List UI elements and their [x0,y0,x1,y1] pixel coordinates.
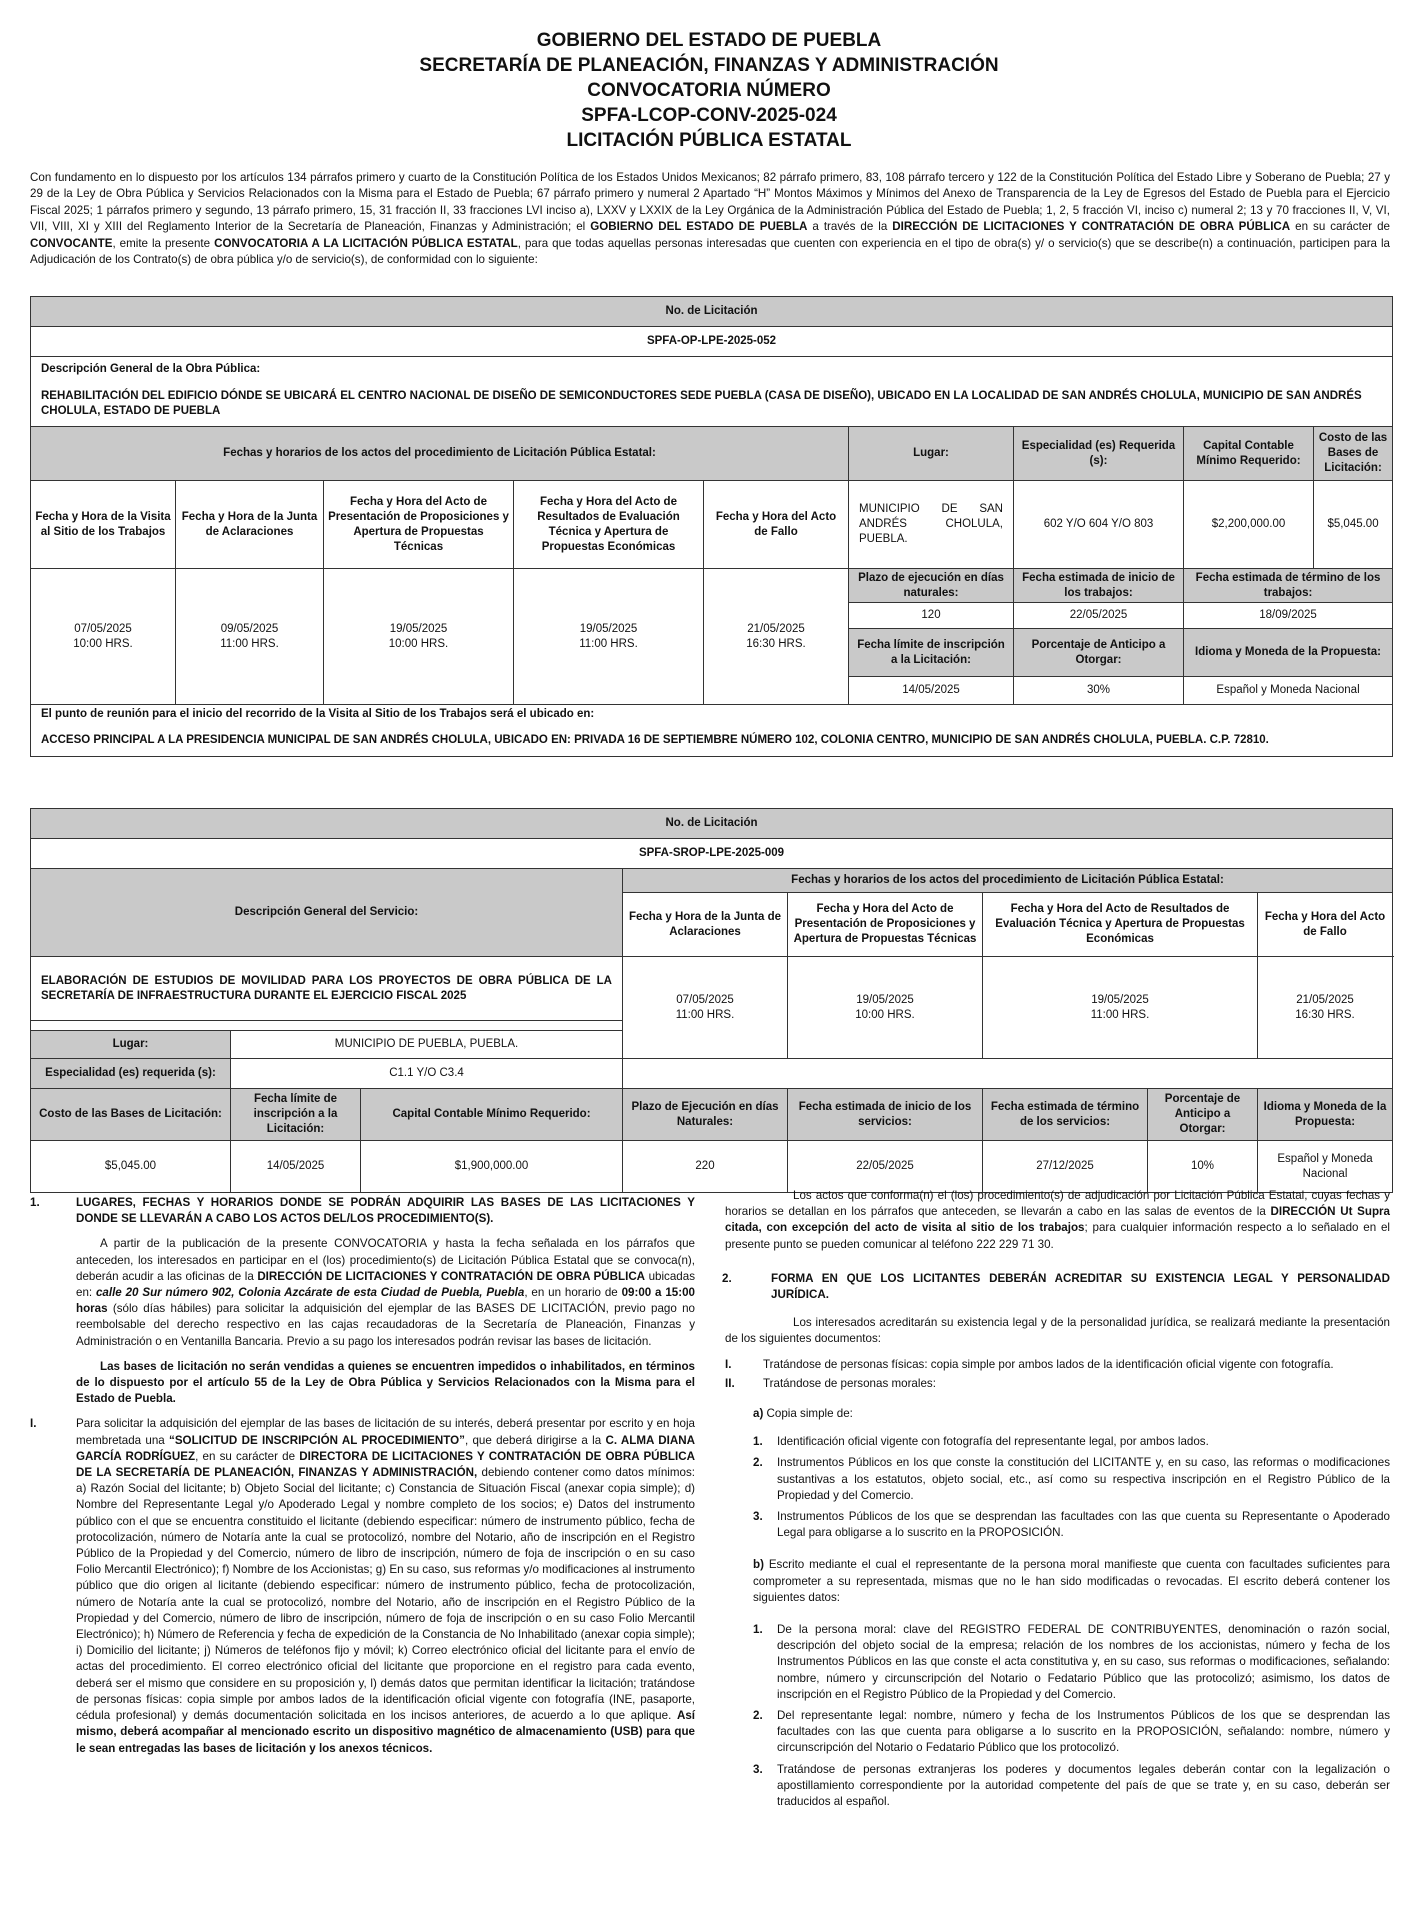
item-i [725,1357,1390,1373]
subitem-label: a) [753,1407,764,1421]
text: Instrumentos Públicos de los que se desprendan las facultades con las que cuenta su Representante o Apoderado Legal para obligarse a lo suscrito en la PROPOSICIÓN. [777,1510,1390,1540]
tender-number-value: SPFA-SROP-LPE-2025-009 [31,839,1393,869]
advance-value: 10% [1148,1141,1258,1193]
text: ubicadas en: [76,1269,695,1300]
bold-text: C. ALMA DIANA GARCÍA RODRÍGUEZ [76,1433,695,1463]
text: Tratándose de personas morales: [763,1376,936,1390]
intro-text: , emite la presente [112,236,215,250]
item-number: 2. [753,1456,763,1470]
text: Instrumentos Públicos en los que conste la constitución del LICITANTE y, en su caso, las reformas o modificaciones sustantivas a los estatutos, objeto social, etc., así como su respectiva inscripción en el Registro Público de la Propiedad y del Comercio. [777,1456,1390,1502]
language-label: Idioma y Moneda de la Propuesta: [1258,1089,1393,1141]
item-i [30,1416,695,1756]
capital-label: Capital Contable Mínimo Requerido: [1184,427,1314,481]
text: Tratándose de personas físicas: copia simple por ambos lados de la identificación oficial vigente con fotografía. [763,1357,1334,1371]
clarification-col: Fecha y Hora de la Junta de Aclaraciones [176,481,324,569]
capital-value: $2,200,000.00 [1184,481,1314,569]
intro-text: , para que todas aquellas personas interesadas que cuenten con experiencia en el tipo de obra(s) y/ o servicio(s) que se describe(n) a continuación, participen para la Adjudicación de los Contrato(s) de obra pública y/o de servicio(s), de conformidad con lo siguiente: [30,236,1390,267]
item-number: II. [725,1376,735,1390]
description-value: REHABILITACIÓN DEL EDIFICIO DÓNDE SE UBICARÁ EL CENTRO NACIONAL DE DISEÑO DE SEMICONDUCTORES SEDE PUEBLA (CASA DE DISEÑO), UBICADO EN LA LOCALIDAD DE SAN ANDRÉS CHOLULA, MUNICIPIO DE SAN ANDRÉS CHOLULA, ESTADO DE PUEBLA [31,383,1393,427]
advance-label: Porcentaje de Anticipo a Otorgar: [1014,629,1184,677]
text: Del representante legal: nombre, número y fecha de los Instrumentos Públicos de los que se desprendan las facultades con las que cuenta para obligarse a lo suscrito en la PROPOSICIÓN, señalando: nombre, número y circunscripción del Notario o Fedatario Público que los protocolizó. [777,1709,1390,1755]
tender-table-obra [30,296,1393,757]
clarification-col: Fecha y Hora de la Junta de Aclaraciones [623,893,788,957]
results-value: 19/05/2025 11:00 HRS. [514,569,704,705]
tender-number-value: SPFA-OP-LPE-2025-052 [31,327,1393,357]
item-ii [725,1376,1390,1392]
text: Los actos que conforma(n) el (los) procedimiento(s) de adjudicación por Licitación Pública Estatal, cuyas fechas y horarios se detallan en los párrafos que anteceden, se llevarán a cabo en las salas de eventos de la [725,1189,1390,1219]
deadline-label: Fecha límite de inscripción a la Licitación: [231,1089,361,1141]
presentation-value: 19/05/2025 10:00 HRS. [324,569,514,705]
deadline-value: 14/05/2025 [849,677,1014,705]
text: Tratándose de personas extranjeras los poderes y documentos legales deberán contar con la legalización o apostillamiento correspondiente por la autoridad competente del país de que se trate y, en su caso, deberán ser traducidos al español. [777,1762,1390,1809]
item-number: 2. [753,1709,763,1723]
header-line-type: LICITACIÓN PÚBLICA ESTATAL [566,130,852,151]
meeting-point-value: ACCESO PRINCIPAL A LA PRESIDENCIA MUNICIPAL DE SAN ANDRÉS CHOLULA, UBICADO EN: PRIVADA 16 DE SEPTIEMBRE NÚMERO 102, COLONIA CENTRO, MUNICIPIO DE SAN ANDRÉS CHOLULA, PUEBLA. C.P. 72810. [31,725,1393,757]
clarification-value: 09/05/2025 11:00 HRS. [176,569,324,705]
text: (sólo días hábiles) para solicitar la adquisición del ejemplar de las BASES DE LICITACIÓN, previo pago no reembolsable del derecho respectivo en las cajas recaudadoras de la Secretaría de Planeación, Finanzas y Administración o en Ventanilla Bancaria. Previo a su pago los interesados podrán revisar las bases de licitación. [76,1302,695,1348]
term-value: 120 [849,603,1014,629]
dates-header: Fechas y horarios de los actos del procedimiento de Licitación Pública Estatal: [623,869,1393,893]
ruling-col: Fecha y Hora del Acto de Fallo [1258,893,1393,957]
document-header [0,28,1418,153]
section-2-title [722,1271,1390,1303]
advance-label: Porcentaje de Anticipo a Otorgar: [1148,1089,1258,1141]
results-value: 19/05/2025 11:00 HRS. [983,957,1258,1059]
intro-bold: DIRECCIÓN DE LICITACIONES Y CONTRATACIÓN DE OBRA PÚBLICA [892,220,1291,234]
item-number: 3. [753,1762,763,1776]
address-text: calle 20 Sur número 902, Colonia Azcárate de esta Ciudad de Puebla, Puebla [95,1286,525,1300]
subitem-a-3 [725,1509,1390,1541]
header-line-secretariat: SECRETARÍA DE PLANEACIÓN, FINANZAS Y ADMINISTRACIÓN [419,55,999,76]
results-col: Fecha y Hora del Acto de Resultados de Evaluación Técnica y Apertura de Propuestas Económicas [983,893,1258,957]
header-line-convocatoria: CONVOCATORIA NÚMERO [587,80,831,101]
bold-text: “SOLICITUD DE INSCRIPCIÓN AL PROCEDIMIENTO” [169,1433,465,1447]
section-title-text: LUGARES, FECHAS Y HORARIOS DONDE SE PODRÁN ADQUIRIR LAS BASES DE LAS LICITACIONES Y DONDE SE LLEVARÁN A CABO LOS ACTOS DEL/LOS PROCEDIMIENTO(S). [76,1196,695,1226]
text: ; para cualquier información respecto a lo señalado en el presente punto se pueden comunicar al teléfono 222 229 71 30. [725,1221,1390,1251]
presentation-col: Fecha y Hora del Acto de Presentación de Proposiciones y Apertura de Propuestas Técnicas [788,893,983,957]
specialty-label: Especialidad (es) Requerida (s): [1014,427,1184,481]
site-visit-col: Fecha y Hora de la Visita al Sitio de los Trabajos [31,481,176,569]
cost-value: $5,045.00 [1314,481,1393,569]
presentation-value: 19/05/2025 10:00 HRS. [788,957,983,1059]
place-label: Lugar: [31,1031,231,1059]
intro-bold: GOBIERNO DEL ESTADO DE PUEBLA [590,220,808,234]
cost-label: Costo de las Bases de Licitación: [1314,427,1393,481]
text: , en un horario de [524,1286,622,1300]
item-number: I. [725,1357,732,1371]
intro-text: a través de la [807,220,893,234]
text: A partir de la publicación de la presente CONVOCATORIA y hasta la fecha señalada en los párrafos que anteceden, los interesados en participar en el (los) procedimiento(s) de Licitación Pública Estatal que se convoca(n), deberán acudir a las oficinas de la [76,1237,695,1283]
deadline-label: Fecha límite de inscripción a la Licitación: [849,629,1014,677]
subitem-b-3 [725,1762,1390,1811]
specialty-value: C1.1 Y/O C3.4 [231,1059,623,1089]
meeting-point-label: El punto de reunión para el inicio del recorrido de la Visita al Sitio de los Trabajos será el ubicado en: [31,705,1393,725]
bold-text: DIRECCIÓN Ut Supra citada, con excepción del acto de visita al sitio de los trabajos [725,1205,1390,1235]
section-2-paragraph: Los interesados acreditarán su existencia legal y de la personalidad jurídica, se realizará mediante la presentación de los siguientes documentos: [725,1316,1390,1346]
text: , que deberá dirigirse a la [464,1433,606,1447]
end-date-label: Fecha estimada de término de los trabajos: [1184,569,1393,603]
header-line-number: SPFA-LCOP-CONV-2025-024 [581,105,837,126]
bold-text: 09:00 a 15:00 horas [76,1286,695,1316]
tender-number-label: No. de Licitación [31,809,1393,839]
subitem-a [725,1406,1390,1422]
text: De la persona moral: clave del REGISTRO FEDERAL DE CONTRIBUYENTES, denominación o razón social, descripción del objeto social de la empresa; relación de los nombres de los accionistas, número y fecha de los Instrumentos Públicos en las que conste el acta constitutiva y, en su caso, sus reformas o modificaciones, señalando: nombre, número y circunscripción del Notario o Fedatario Público que las protocolizó; asimismo, los datos de inscripción en el Registro Público de la Propiedad y del Comercio. [777,1623,1390,1701]
section-number: 1. [30,1196,40,1209]
left-column [30,1195,695,1766]
item-number: 1. [753,1435,763,1449]
section-title-text: FORMA EN QUE LOS LICITANTES DEBERÁN ACREDITAR SU EXISTENCIA LEGAL Y PERSONALIDAD JURÍDICA. [771,1271,1390,1302]
section-1-title [30,1195,695,1227]
text: Escrito mediante el cual el representante de la persona moral manifieste que cuenta con facultades suficientes para comprometer a su representada, mismas que no le han sido modificadas o revocadas. El escrito deberá contener los siguientes datos: [753,1558,1390,1604]
language-value: Español y Moneda Nacional [1184,677,1393,705]
description-label: Descripción General de la Obra Pública: [31,357,1393,383]
bold-text: DIRECCIÓN DE LICITACIONES Y CONTRATACIÓN DE OBRA PÚBLICA [257,1269,646,1283]
header-line-government: GOBIERNO DEL ESTADO DE PUEBLA [536,30,882,51]
item-number: 3. [753,1510,763,1524]
text: Copia simple de: [763,1407,853,1421]
place-label: Lugar: [849,427,1014,481]
right-column [722,1188,1390,1815]
text: Para solicitar la adquisición del ejemplar de las bases de licitación de su interés, deberá presentar por escrito y en hoja membretada una [76,1417,695,1447]
specialty-value: 602 Y/O 604 Y/O 803 [1014,481,1184,569]
site-visit-value: 07/05/2025 10:00 HRS. [31,569,176,705]
term-label: Plazo de Ejecución en días Naturales: [623,1089,788,1141]
language-label: Idioma y Moneda de la Propuesta: [1184,629,1393,677]
start-date-value: 22/05/2025 [788,1141,983,1193]
cost-label: Costo de las Bases de Licitación: [31,1089,231,1141]
ruling-col: Fecha y Hora del Acto de Fallo [704,481,849,569]
results-col: Fecha y Hora del Acto de Resultados de Evaluación Técnica y Apertura de Propuestas Económicas [514,481,704,569]
dates-header: Fechas y horarios de los actos del procedimiento de Licitación Pública Estatal: [31,427,849,481]
bold-text: Así mismo, deberá acompañar al mencionado escrito un dispositivo magnético de almacenamiento (USB) para que le sean entregadas las bases de licitación y los anexos técnicos. [76,1709,695,1755]
section-1-restriction: Las bases de licitación no serán vendidas a quienes se encuentren impedidos o inhabilitados, en términos de lo dispuesto por el artículo 55 de la Ley de Obra Pública y Servicios Relacionados con la Misma para el Estado de Puebla. [76,1359,695,1406]
intro-bold: CONVOCATORIA A LA LICITACIÓN PÚBLICA ESTATAL [214,236,518,250]
clarification-value: 07/05/2025 11:00 HRS. [623,957,788,1059]
place-value: MUNICIPIO DE PUEBLA, PUEBLA. [231,1031,623,1059]
start-date-label: Fecha estimada de inicio de los trabajos: [1014,569,1184,603]
capital-value: $1,900,000.00 [361,1141,623,1193]
place-value: MUNICIPIO DE SAN ANDRÉS CHOLULA, PUEBLA. [849,481,1014,569]
specialty-label: Especialidad (es) requerida (s): [31,1059,231,1089]
end-date-value: 18/09/2025 [1184,603,1393,629]
subitem-a-2 [725,1455,1390,1504]
end-date-label: Fecha estimada de término de los servicios: [983,1089,1148,1141]
intro-bold: CONVOCANTE [30,236,113,250]
ruling-value: 21/05/2025 16:30 HRS. [704,569,849,705]
cost-value: $5,045.00 [31,1141,231,1193]
spacer [31,1021,623,1031]
service-description-label: Descripción General del Servicio: [31,869,623,957]
subitem-b-1 [725,1622,1390,1703]
tender-table-servicio [30,808,1393,1193]
intro-text: Con fundamento en lo dispuesto por los artículos 134 párrafos primero y cuarto de la Constitución Política de los Estados Unidos Mexicanos; 82 párrafo primero, 83, 108 párrafo tercero y 122 de la Constitución Política del Estado Libre y Soberano de Puebla; 27 y 29 de la Ley de Obra Pública y Servicios Relacionados con la Misma para el Estado de Puebla; 67 párrafo primero y numeral 2 Apartado “H” Montos Máximos y Mínimos del Anexo de Transparencia de la Ley de Egresos del Estado de Puebla para el Ejercicio Fiscal 2025; 1 párrafos primero y segundo, 13 párrafo primero, 15, 31 fracción II, 33 fracciones LVI inciso a), LXXV y LXXIX de la Ley Orgánica de la Administración Pública del Estado de Puebla; 1, 2, 5 fracción VI, inciso c) numeral 2; 13 y 70 fracciones II, V, VI, VII, VIII, XI y XIII del Reglamento Interior de la Secretaría de Planeación, Finanzas y Administración; el [30,171,1390,234]
end-date-value: 27/12/2025 [983,1141,1148,1193]
term-label: Plazo de ejecución en días naturales: [849,569,1014,603]
item-number: 1. [753,1623,763,1637]
text: Identificación oficial vigente con fotografía del representante legal, por ambos lados. [777,1435,1209,1449]
text: debiendo contener como datos mínimos: a) Razón Social del licitante; b) Objeto Social del licitante; c) Constancia de Situación Fiscal (anexar copia simple); d) Nombre del Representante Legal y/o Apoderado Legal y nombre completo de los socios; e) Datos del instrumento público con el que se encuentra constituido el licitante (debiendo especificar: número de instrumento público, fecha de protocolización, número de Notaría ante la cual se protocolizó, nombre del Notario, año de inscripción en el Registro Público de la Propiedad y del Comercio, número de libro de inscripción, número de foja de inscripción o en su caso Folio Mercantil Electrónico); f) Nombre de los Accionistas; g) En su caso, sus reformas y/o modificaciones al instrumento público que dio origen al licitante (debiendo especificar: número de instrumento público, fecha de protocolización, número de Notaría ante la cual se protocolizó, nombre del Notario, año de inscripción en el Registro Público de la Propiedad y del Comercio, número de libro de inscripción, número de foja de inscripción o en su caso Folio Mercantil Electrónico); h) Número de Referencia y fecha de expedición de la Constancia de No Inhabilitado (anexar copia simple); i) Domicilio del licitante; j) Números de teléfonos fijo y móvil; k) Correo electrónico oficial del licitante para el envío de actas del procedimiento. El correo electrónico oficial del licitante que proporcione en el registro para cada evento, deberá ser el mismo que considere en su proposición y, l) demás datos que permitan identificar la licitación; tratándose de personas físicas: copia simple por ambos lados de la identificación oficial vigente con fotografía (INE, pasaporte, cédula profesional) y demás documentación solicitada en los incisos anteriores, de acuerdo a lo que aplique. [76,1466,695,1723]
section-number: 2. [722,1271,732,1285]
tender-number-label: No. de Licitación [31,297,1393,327]
presentation-col: Fecha y Hora del Acto de Presentación de Proposiciones y Apertura de Propuestas Técnicas [324,481,514,569]
acts-paragraph [725,1188,1390,1253]
text: , en su carácter de [195,1449,300,1463]
bold-text: DIRECTORA DE LICITACIONES Y CONTRATACIÓN DE OBRA PÚBLICA DE LA SECRETARÍA DE PLANEACIÓN, FINANZAS Y ADMINISTRACIÓN, [76,1449,695,1480]
service-description-value: ELABORACIÓN DE ESTUDIOS DE MOVILIDAD PARA LOS PROYECTOS DE OBRA PÚBLICA DE LA SECRETARÍA DE INFRAESTRUCTURA DURANTE EL EJERCICIO FISCAL 2025 [31,957,623,1021]
subitem-b-2 [725,1708,1390,1757]
ruling-value: 21/05/2025 16:30 HRS. [1258,957,1393,1059]
subitem-label: b) [753,1558,764,1572]
item-number: I. [30,1417,37,1431]
section-1-paragraph [30,1236,695,1349]
deadline-value: 14/05/2025 [231,1141,361,1193]
advance-value: 30% [1014,677,1184,705]
start-date-value: 22/05/2025 [1014,603,1184,629]
subitem-b [725,1557,1390,1606]
blank-cell [623,1059,1393,1089]
intro-text: en su carácter de [1290,220,1390,234]
intro-paragraph [30,170,1390,268]
subitem-a-1 [725,1434,1390,1450]
start-date-label: Fecha estimada de inicio de los servicios: [788,1089,983,1141]
term-value: 220 [623,1141,788,1193]
capital-label: Capital Contable Mínimo Requerido: [361,1089,623,1141]
language-value: Español y Moneda Nacional [1258,1141,1393,1193]
